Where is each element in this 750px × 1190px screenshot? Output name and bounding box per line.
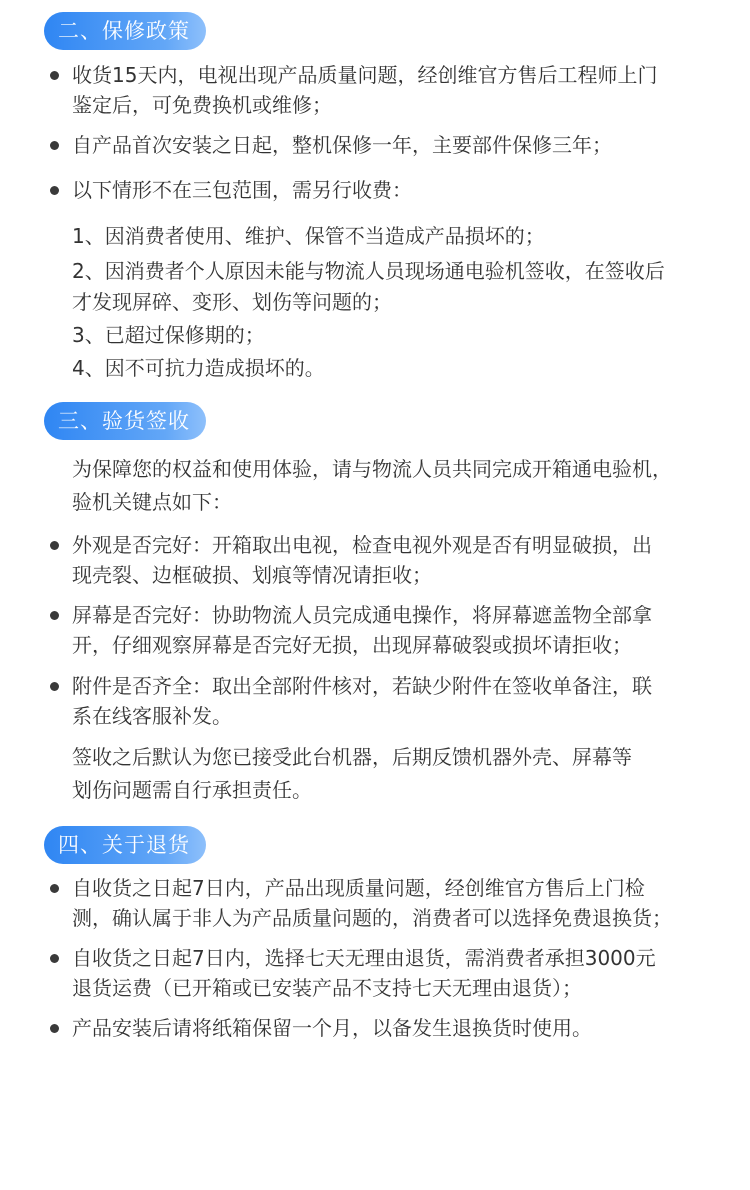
returns-bullet-2-line-2: 退货运费（已开箱或已安装产品不支持七天无理由退货）； xyxy=(72,976,582,1000)
returns-bullet-1-line-2: 测，确认属于非人为产品质量问题的，消费者可以选择免费退换货； xyxy=(72,906,672,930)
returns-bullet-1-line-1: 自收货之日起7日内，产品出现质量问题，经创维官方售后上门检 xyxy=(72,876,645,900)
inspection-bullet-3-line-1: 附件是否齐全：取出全部附件核对，若缺少附件在签收单备注，联 xyxy=(72,674,652,698)
inspection-intro-line-1: 为保障您的权益和使用体验，请与物流人员共同完成开箱通电验机， xyxy=(72,457,672,481)
warranty-bullet-3: 以下情形不在三包范围，需另行收费： xyxy=(72,178,412,202)
inspection-bullet-2-line-2: 开，仔细观察屏幕是否完好无损，出现屏幕破裂或损坏请拒收； xyxy=(72,633,632,657)
bullet-dot xyxy=(50,884,59,893)
bullet-dot xyxy=(50,611,59,620)
inspection-bullet-1-line-1: 外观是否完好：开箱取出电视，检查电视外观是否有明显破损，出 xyxy=(72,533,652,557)
inspection-intro-line-2: 验机关键点如下： xyxy=(72,490,232,514)
warranty-exclusion-2-line-1: 2、因消费者个人原因未能与物流人员现场通电验机签收，在签收后 xyxy=(72,259,665,283)
inspection-outro-line-2: 划伤问题需自行承担责任。 xyxy=(72,778,312,802)
section-title-warranty: 二、保修政策 xyxy=(44,12,206,50)
bullet-dot xyxy=(50,682,59,691)
inspection-outro-line-1: 签收之后默认为您已接受此台机器，后期反馈机器外壳、屏幕等 xyxy=(72,745,632,769)
bullet-dot xyxy=(50,1024,59,1033)
bullet-dot xyxy=(50,186,59,195)
warranty-bullet-2: 自产品首次安装之日起，整机保修一年，主要部件保修三年； xyxy=(72,133,612,157)
warranty-bullet-1-line-1: 收货15天内，电视出现产品质量问题，经创维官方售后工程师上门 xyxy=(72,63,658,87)
warranty-exclusion-3: 3、已超过保修期的； xyxy=(72,323,265,347)
section-title-returns: 四、关于退货 xyxy=(44,826,206,864)
warranty-bullet-1-line-2: 鉴定后，可免费换机或维修； xyxy=(72,93,332,117)
bullet-dot xyxy=(50,954,59,963)
returns-bullet-3: 产品安装后请将纸箱保留一个月，以备发生退换货时使用。 xyxy=(72,1016,592,1040)
warranty-exclusion-1: 1、因消费者使用、维护、保管不当造成产品损坏的； xyxy=(72,224,545,248)
bullet-dot xyxy=(50,141,59,150)
warranty-exclusion-2-line-2: 才发现屏碎、变形、划伤等问题的； xyxy=(72,290,392,314)
inspection-bullet-3-line-2: 系在线客服补发。 xyxy=(72,704,232,728)
inspection-bullet-1-line-2: 现壳裂、边框破损、划痕等情况请拒收； xyxy=(72,563,432,587)
bullet-dot xyxy=(50,541,59,550)
warranty-exclusion-4: 4、因不可抗力造成损坏的。 xyxy=(72,356,325,380)
inspection-bullet-2-line-1: 屏幕是否完好：协助物流人员完成通电操作，将屏幕遮盖物全部拿 xyxy=(72,603,652,627)
bullet-dot xyxy=(50,71,59,80)
returns-bullet-2-line-1: 自收货之日起7日内，选择七天无理由退货，需消费者承担3000元 xyxy=(72,946,656,970)
section-title-inspection: 三、验货签收 xyxy=(44,402,206,440)
